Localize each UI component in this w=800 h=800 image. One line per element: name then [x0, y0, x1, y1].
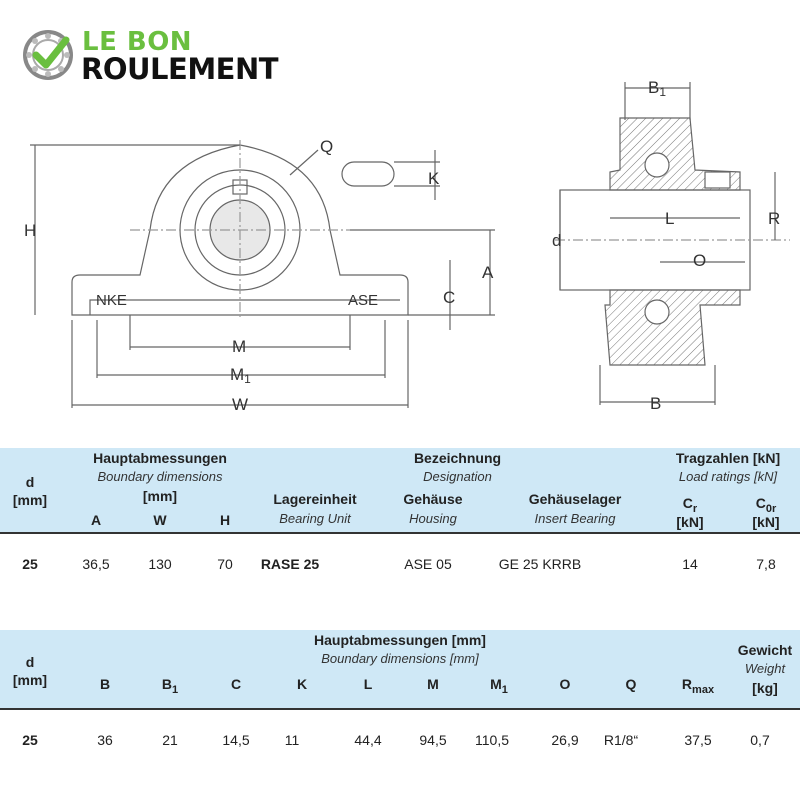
- brand-logo: [22, 26, 302, 86]
- label-C: C: [443, 288, 456, 307]
- col-M: M: [427, 676, 439, 692]
- label-B: B: [650, 394, 662, 413]
- housing-en: Housing: [409, 511, 457, 526]
- col-d-label: d: [25, 474, 35, 490]
- label-Q: Q: [320, 137, 334, 156]
- row2-d: 25: [22, 732, 38, 748]
- row-W: 130: [148, 556, 172, 572]
- col-B: B: [99, 676, 111, 692]
- col-H: H: [219, 512, 231, 528]
- load-ratings-en: Load ratings [kN]: [678, 469, 778, 484]
- row-A: 36,5: [82, 556, 110, 572]
- bearing-unit-de: Lagereinheit: [273, 491, 357, 507]
- label-W: W: [232, 395, 249, 414]
- header-rule-2: [0, 708, 800, 710]
- row2-M1: 110,5: [475, 732, 509, 748]
- main-dims-unit: [mm]: [142, 488, 178, 504]
- designation-de: Bezeichnung: [413, 450, 502, 466]
- row2-B1: 21: [162, 732, 178, 748]
- main-dims-en-2: Boundary dimensions [mm]: [321, 651, 479, 666]
- col-A: A: [90, 512, 102, 528]
- label-L: L: [665, 209, 675, 228]
- dimensions-table-1: [0, 448, 800, 588]
- col-M1: $M_1$: [490, 676, 508, 696]
- col-Q: Q: [625, 676, 637, 692]
- col-L: L: [363, 676, 373, 692]
- weight-en: Weight: [744, 661, 786, 676]
- main-dims-en: Boundary dimensions: [97, 469, 223, 484]
- col-c0r-unit: [kN]: [752, 514, 780, 530]
- weight-de: Gewicht: [737, 642, 793, 658]
- col-d-unit: [mm]: [12, 492, 48, 508]
- housing-de: Gehäuse: [403, 491, 463, 507]
- label-O: O: [693, 251, 707, 270]
- col-c0r: $C_{0r}$: [755, 495, 777, 515]
- bearing-check-icon: [22, 28, 78, 84]
- row2-M: 94,5: [419, 732, 447, 748]
- col-d-unit-2: [mm]: [12, 672, 48, 688]
- row2-Q: R1/8“: [603, 732, 639, 748]
- row2-weight: 0,7: [750, 732, 770, 748]
- insert-bearing-en: Insert Bearing: [534, 511, 616, 526]
- label-K: K: [428, 169, 440, 188]
- col-d-label-2: d: [25, 654, 35, 670]
- header-rule: [0, 532, 800, 534]
- row-d: 25: [22, 556, 38, 572]
- col-Rmax: $R_{max}$: [681, 676, 715, 696]
- row2-C: 14,5: [222, 732, 250, 748]
- label-M: M: [232, 337, 247, 356]
- brand-line1: LE BON: [82, 27, 193, 57]
- label-R: R: [768, 209, 781, 228]
- row2-K: 11: [284, 732, 300, 748]
- col-O: O: [559, 676, 571, 692]
- load-ratings-de: Tragzahlen [kN]: [675, 450, 781, 466]
- row-c0r: 7,8: [756, 556, 776, 572]
- technical-drawing: [0, 80, 800, 450]
- weight-unit: [kg]: [752, 680, 778, 696]
- row2-O: 26,9: [551, 732, 579, 748]
- label-d: d: [552, 231, 562, 250]
- insert-bearing-de: Gehäuselager: [528, 491, 622, 507]
- col-B1: $B_1$: [161, 676, 179, 696]
- label-nke: NKE: [96, 292, 127, 309]
- col-cr: $C_r$: [682, 495, 698, 515]
- main-dims-de: Hauptabmessungen: [93, 450, 227, 466]
- row2-B: 36: [97, 732, 113, 748]
- row-cr: 14: [682, 556, 698, 572]
- bearing-unit-en: Bearing Unit: [279, 511, 351, 526]
- designation-en: Designation: [423, 469, 492, 484]
- col-K: K: [296, 676, 308, 692]
- dimensions-table-2: [0, 630, 800, 770]
- col-C: C: [230, 676, 242, 692]
- label-M1: M1: [230, 365, 251, 386]
- row-housing: ASE 05: [404, 556, 452, 572]
- row-bearing-unit: RASE 25: [260, 556, 320, 572]
- label-H: H: [24, 221, 37, 240]
- main-dims-de-2: Hauptabmessungen [mm]: [314, 632, 486, 648]
- label-A: A: [482, 263, 494, 282]
- row2-L: 44,4: [354, 732, 382, 748]
- col-W: W: [153, 512, 167, 528]
- row-H: 70: [217, 556, 233, 572]
- label-B1: B1: [648, 80, 667, 99]
- label-ase: ASE: [348, 292, 379, 309]
- row2-Rmax: 37,5: [684, 732, 712, 748]
- row-insert-bearing: GE 25 KRRB: [498, 556, 582, 572]
- col-cr-unit: [kN]: [676, 514, 704, 530]
- brand-line2: ROULEMENT: [81, 52, 279, 86]
